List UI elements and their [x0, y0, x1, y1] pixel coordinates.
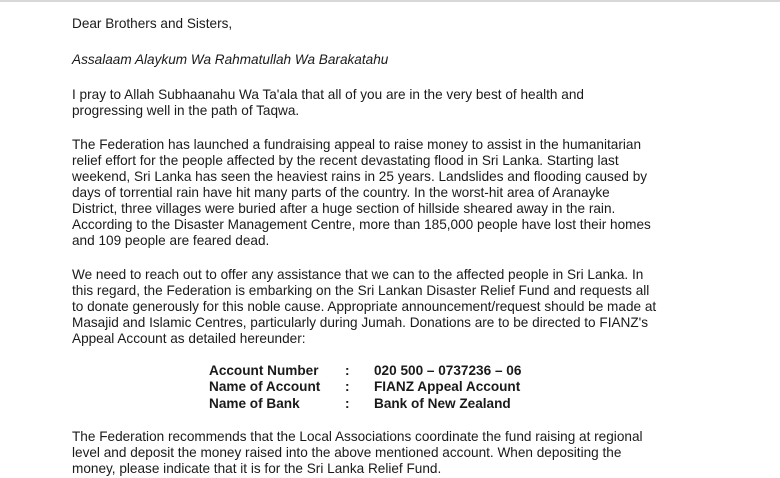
- page-top-edge: [0, 0, 780, 2]
- para2-line7: and 109 people are feared dead.: [72, 233, 270, 248]
- para1-line2: progressing well in the path of Taqwa.: [72, 103, 300, 118]
- para3-line1: We need to reach out to offer any assistance that we can to the affected people in Sri Lanka. In: [72, 267, 644, 282]
- salutation: Dear Brothers and Sisters,: [72, 16, 233, 31]
- account-name-label: Name of Account: [209, 379, 321, 394]
- para2-line3: weekend, Sri Lanka has seen the heaviest rains in 25 years. Landslides and flooding caused by: [72, 169, 648, 184]
- para3-line5: Appeal Account as detailed hereunder:: [72, 331, 306, 346]
- para4-line1: The Federation recommends that the Local Associations coordinate the fund raising at regional: [72, 429, 643, 444]
- bank-name-value: Bank of New Zealand: [374, 396, 511, 411]
- account-number-colon: :: [345, 363, 350, 378]
- para1-line1: I pray to Allah Subhaanahu Wa Ta'ala that all of you are in the very best of health and: [72, 87, 584, 102]
- account-name-value: FIANZ Appeal Account: [374, 379, 521, 394]
- para3-line3: to donate generously for this noble cause. Appropriate announcement/request should be made at: [72, 299, 657, 314]
- account-number-value: 020 500 – 0737236 – 06: [374, 363, 522, 378]
- account-number-label: Account Number: [209, 363, 319, 378]
- para2-line1: The Federation has launched a fundraising appeal to raise money to assist in the humanitarian: [72, 137, 642, 152]
- para3-line4: Masajid and Islamic Centres, particularly during Jumah. Donations are to be directed to FIANZ's: [72, 315, 649, 330]
- para2-line4: days of torrential rain have hit many parts of the country. In the worst-hit area of Aranayke: [72, 185, 610, 200]
- bank-name-label: Name of Bank: [209, 396, 300, 411]
- para2-line2: relief effort for the people affected by the recent devastating flood in Sri Lanka. Starting last: [72, 153, 619, 168]
- para2-line6: According to the Disaster Management Centre, more than 185,000 people have lost their homes: [72, 217, 651, 232]
- bank-name-colon: :: [345, 396, 350, 411]
- account-name-colon: :: [345, 379, 350, 394]
- para3-line2: this regard, the Federation is embarking on the Sri Lankan Disaster Relief Fund and requests all: [72, 283, 650, 298]
- para2-line5: District, three villages were buried after a huge section of hillside sheared away in the rain.: [72, 201, 616, 216]
- para4-line2: level and deposit the money raised into the above mentioned account. When depositing the: [72, 445, 622, 460]
- para4-line3: money, please indicate that it is for the Sri Lanka Relief Fund.: [72, 461, 442, 476]
- greeting: Assalaam Alaykum Wa Rahmatullah Wa Barakatahu: [72, 52, 389, 67]
